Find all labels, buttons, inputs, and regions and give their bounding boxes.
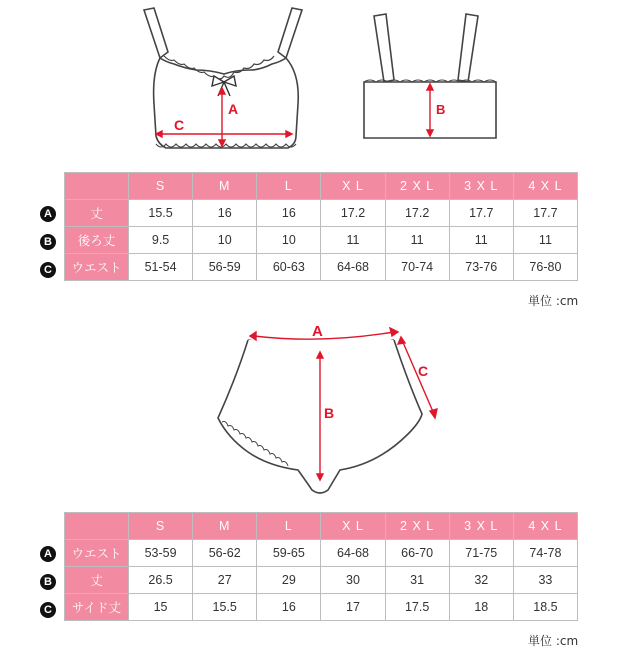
table-cell: 27 (193, 567, 257, 594)
table-cell: 18 (449, 594, 513, 621)
table-cell: 64-68 (321, 540, 385, 567)
measure-b-label: B (324, 405, 335, 421)
row-label: 後ろ丈 (65, 227, 129, 254)
bra-right-strap (278, 8, 302, 58)
row-label: 丈 (65, 567, 129, 594)
column-header: 2 X L (385, 513, 449, 540)
table-row (65, 254, 578, 281)
header-corner (65, 173, 129, 200)
row-marker-a: A (40, 206, 56, 222)
table-row (65, 567, 578, 594)
top-size-table (64, 172, 578, 281)
column-header: 3 X L (449, 513, 513, 540)
table-cell: 17.7 (449, 200, 513, 227)
table-cell: 74-78 (513, 540, 577, 567)
table-cell: 16 (257, 200, 321, 227)
table-cell: 16 (193, 200, 257, 227)
measure-b-label: B (436, 102, 446, 117)
table-cell: 76-80 (513, 254, 577, 281)
table-cell: 18.5 (513, 594, 577, 621)
back-right-strap (458, 14, 478, 82)
table-cell: 11 (513, 227, 577, 254)
table-header-row (65, 173, 578, 200)
table-cell: 51-54 (129, 254, 193, 281)
measure-a-label: A (312, 323, 323, 340)
measure-a-arrow (250, 328, 398, 340)
table-cell: 59-65 (257, 540, 321, 567)
table-cell: 60-63 (257, 254, 321, 281)
table-cell: 56-59 (193, 254, 257, 281)
table-cell: 53-59 (129, 540, 193, 567)
column-header: S (129, 513, 193, 540)
table-cell: 11 (385, 227, 449, 254)
row-marker-c: C (40, 262, 56, 278)
table-cell: 15 (129, 594, 193, 621)
measure-c-label: C (174, 117, 185, 133)
table-cell: 11 (321, 227, 385, 254)
column-header: 2 X L (385, 173, 449, 200)
table-cell: 70-74 (385, 254, 449, 281)
table-cell: 16 (257, 594, 321, 621)
header-corner (65, 513, 129, 540)
back-left-strap (374, 14, 394, 82)
table-cell: 10 (193, 227, 257, 254)
table-cell: 56-62 (193, 540, 257, 567)
unit-note-top: 単位 :cm (528, 294, 579, 308)
table-header-row (65, 513, 578, 540)
row-marker-c: C (40, 602, 56, 618)
bra-left-strap (144, 8, 168, 58)
row-marker-b: B (40, 234, 56, 250)
row-marker-b: B (40, 574, 56, 590)
column-header: X L (321, 173, 385, 200)
column-header: X L (321, 513, 385, 540)
unit-note-bottom: 単位 :cm (528, 634, 579, 648)
table-cell: 17.2 (385, 200, 449, 227)
table-cell: 9.5 (129, 227, 193, 254)
table-cell: 26.5 (129, 567, 193, 594)
table-cell: 30 (321, 567, 385, 594)
column-header: 3 X L (449, 173, 513, 200)
measure-c-label: C (418, 363, 429, 379)
column-header: M (193, 173, 257, 200)
row-label: ウエスト (65, 254, 129, 281)
table-cell: 33 (513, 567, 577, 594)
row-label: ウエスト (65, 540, 129, 567)
table-cell: 17.2 (321, 200, 385, 227)
column-header: L (257, 173, 321, 200)
measure-a-label: A (228, 101, 239, 117)
row-label: サイド丈 (65, 594, 129, 621)
table-cell: 64-68 (321, 254, 385, 281)
bottom-size-table (64, 512, 578, 621)
column-header: L (257, 513, 321, 540)
table-cell: 71-75 (449, 540, 513, 567)
table-cell: 11 (449, 227, 513, 254)
row-label: 丈 (65, 200, 129, 227)
row-marker-a: A (40, 546, 56, 562)
column-header: 4 X L (513, 173, 577, 200)
table-cell: 15.5 (193, 594, 257, 621)
shorts-diagram (208, 318, 448, 498)
table-row (65, 227, 578, 254)
table-cell: 17 (321, 594, 385, 621)
column-header: M (193, 513, 257, 540)
table-cell: 73-76 (449, 254, 513, 281)
table-cell: 31 (385, 567, 449, 594)
bra-front-diagram (140, 4, 310, 164)
table-cell: 29 (257, 567, 321, 594)
table-row (65, 540, 578, 567)
table-row (65, 594, 578, 621)
table-row (65, 200, 578, 227)
table-cell: 32 (449, 567, 513, 594)
table-cell: 17.7 (513, 200, 577, 227)
table-cell: 10 (257, 227, 321, 254)
table-cell: 17.5 (385, 594, 449, 621)
bra-back-diagram (356, 12, 504, 144)
column-header: 4 X L (513, 513, 577, 540)
table-cell: 66-70 (385, 540, 449, 567)
table-cell: 15.5 (129, 200, 193, 227)
column-header: S (129, 173, 193, 200)
